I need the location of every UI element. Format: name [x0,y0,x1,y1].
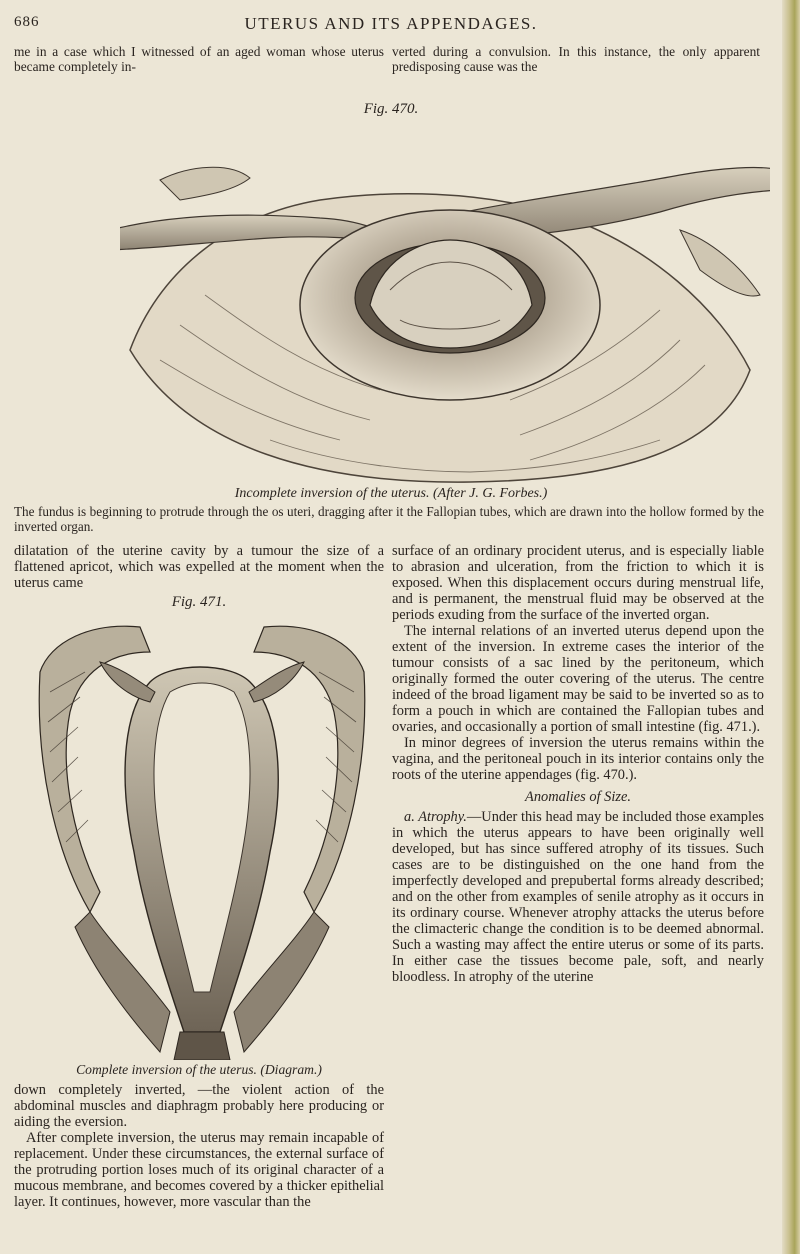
section-heading: Anomalies of Size. [525,789,631,805]
left-column-paragraphs-2-3: down completely inverted, —the violent action of the abdominal muscles and diaphragm probably here producing or aiding the eversion. After complete inversion, the uterus may remain incapable of replacement. Under these circumstances, the external surface of the protruding portion loses much of its original character of a mucous membrane, and becomes covered by a thicker epithelial layer. It continues, however, more vascular than the [14,1082,384,1210]
figure-470-description: The fundus is beginning to protrude through the os uteri, dragging after it the Fallopian tubes, which are drawn into the hollow formed by the inverted organ. [14,504,764,534]
right-paragraph-1: surface of an ordinary procident uterus, and is especially liable to abrasion and ulceration, from the friction to which it is exposed. When this displacement occurs during menstrual life, and is permanent, the menstrual fluid may be observed at the periods exuding from the surface of the inverted organ. [392,543,764,623]
figure-471-caption: Complete inversion of the uterus. (Diagram.) [76,1062,322,1077]
figure-471-label: Fig. 471. [171,594,227,610]
figure-470-illustration [120,120,770,490]
right-paragraph-2: The internal relations of an inverted uterus depend upon the extent of the inversion. In extreme cases the interior of the tumour consists of a sac lined by the peritoneum, which originally formed the outer covering of the uterus. The centre indeed of the broad ligament may be said to be inverted so as to form a pouch in which are contained the Fallopian tubes and ovaries, and occasionally a portion of small intestine (fig. 471.). [392,623,764,735]
atrophy-text: —Under this head may be included those examples in which the uterus appears to have been originally well developed, but has since suffered atrophy of its tissues. Such cases are to be distinguished on the one hand from the imperfectly developed and prepubertal forms already described; and on the other from examples of senile atrophy as it occurs in its ordinary course. Whenever atrophy attacks the uterus before the climacteric change the condition is to be deemed abnormal. Such a wasting may affect the entire uterus or some of its parts. In either case the tissues become pale, soft, and nearly bloodless. In atrophy of the uterine [392,809,764,985]
intro-left-text: me in a case which I witnessed of an aged woman whose uterus became completely in- [14,44,384,74]
right-paragraph-4 [392,809,764,985]
atrophy-lead: a. Atrophy. [404,809,467,825]
right-column-text [392,543,764,985]
intro-right-text: verted during a convulsion. In this instance, the only apparent predisposing cause was the [392,44,760,74]
right-paragraph-3: In minor degrees of inversion the uterus remains within the vagina, and the peritoneal pouch in its interior contains only the roots of the uterine appendages (fig. 470.). [392,735,764,783]
running-head: UTERUS AND ITS APPENDAGES. [244,14,538,33]
figure-470-label: Fig. 470. [363,101,419,117]
page-edge [782,0,800,1254]
page-header [0,14,782,38]
left-column-paragraph-1: dilatation of the uterine cavity by a tumour the size of a flattened apricot, which was expelled at the moment when the uterus came [14,543,384,591]
page-number: 686 [14,14,40,30]
figure-470-caption: Incomplete inversion of the uterus. (After J. G. Forbes.) [234,486,548,501]
figure-471-illustration [30,612,374,1060]
